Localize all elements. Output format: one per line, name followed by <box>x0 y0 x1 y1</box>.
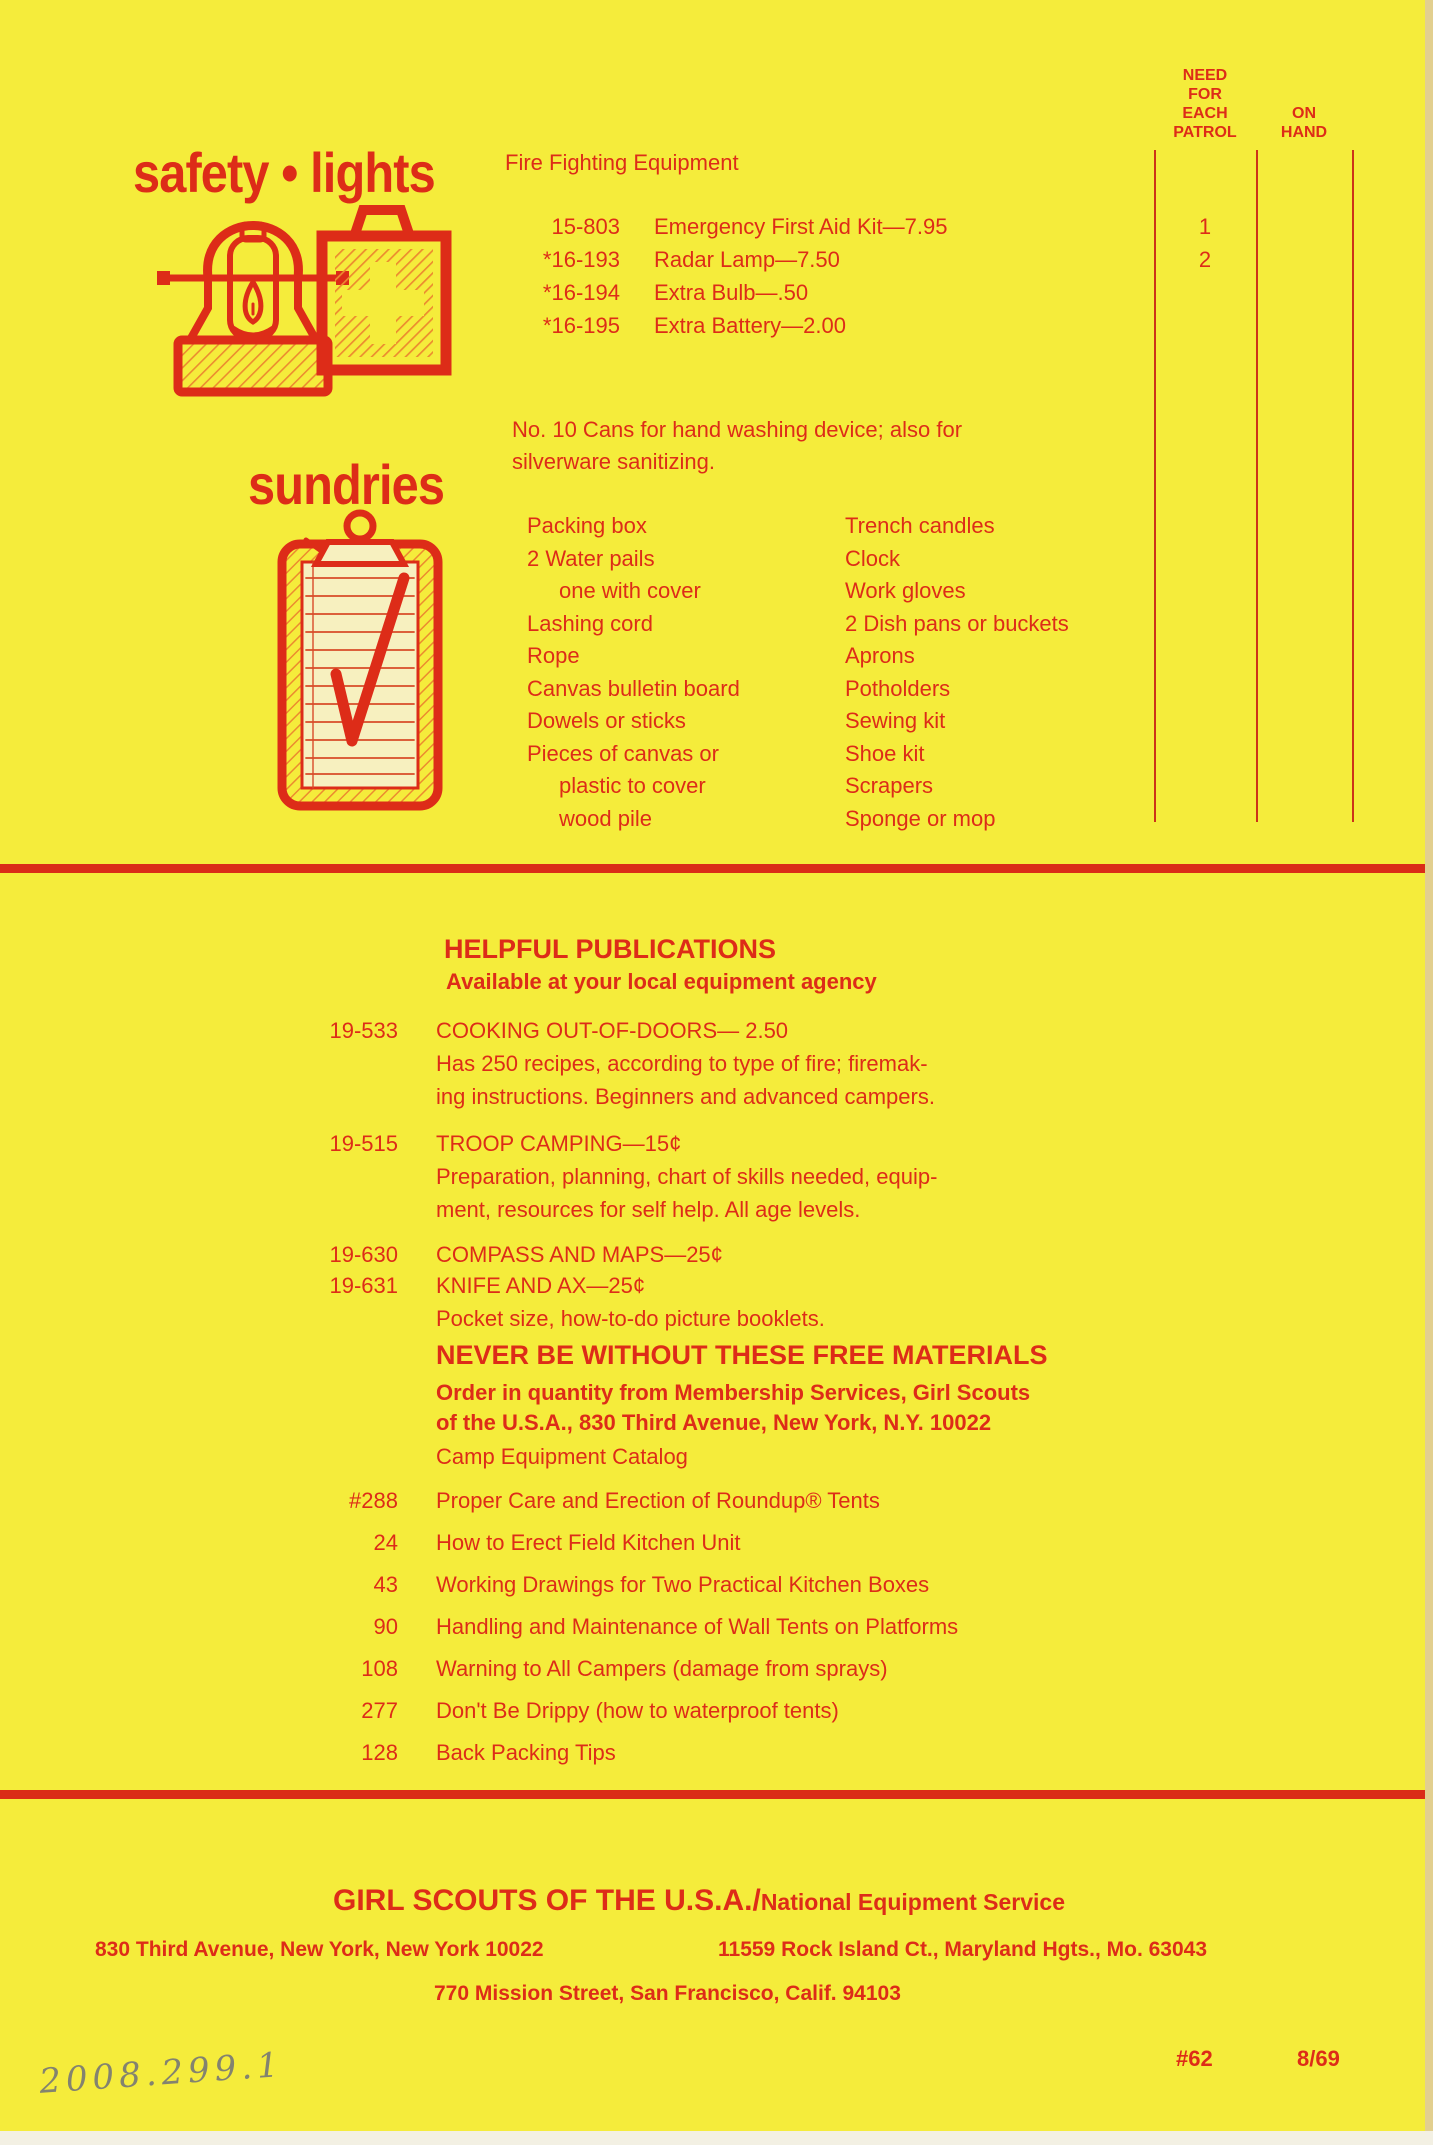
list-item: Pieces of canvas or <box>527 740 719 766</box>
free-material-label: Proper Care and Erection of Roundup® Tents <box>436 1488 880 1513</box>
publication-code: 19-533 <box>329 1018 398 1043</box>
free-material-label: Back Packing Tips <box>436 1740 616 1765</box>
division-name: National Equipment Service <box>760 1889 1066 1915</box>
need-for-each-patrol-header <box>1154 66 1256 142</box>
free-material-label: How to Erect Field Kitchen Unit <box>436 1530 741 1555</box>
free-materials-subtitle-line: of the U.S.A., 830 Third Avenue, New York, N.Y. 10022 <box>436 1410 992 1435</box>
publication-title: KNIFE AND AX—25¢ <box>436 1273 646 1298</box>
free-material-row <box>270 1568 929 1601</box>
card-bottom-edge <box>0 2131 1433 2145</box>
safety-lights-headline: safety • lights <box>133 141 435 204</box>
free-materials-title: NEVER BE WITHOUT THESE FREE MATERIALS <box>436 1340 1048 1370</box>
list-item: Work gloves <box>845 578 966 603</box>
item-name: Radar Lamp—7.50 <box>654 247 840 272</box>
catalog-item: Camp Equipment Catalog <box>436 1444 688 1469</box>
footer-org-line <box>333 1884 1065 1918</box>
item-name: Emergency First Aid Kit—7.95 <box>654 214 948 239</box>
sundries-left-column <box>527 510 740 835</box>
free-material-label: Warning to All Campers (damage from sprays) <box>436 1656 888 1681</box>
table-row <box>440 243 840 276</box>
list-item: Trench candles <box>845 513 995 538</box>
publication-desc-line: Preparation, planning, chart of skills needed, equip- <box>436 1164 938 1189</box>
item-name: Extra Battery—2.00 <box>654 313 846 338</box>
free-material-row <box>270 1652 888 1685</box>
on-hand-header <box>1256 104 1352 142</box>
list-item: 2 Water pails <box>527 545 655 571</box>
publication-row <box>270 1127 681 1160</box>
publication-title: COOKING OUT-OF-DOORS— 2.50 <box>436 1018 789 1043</box>
free-material-number: 108 <box>361 1656 398 1681</box>
publication-desc-line: ing instructions. Beginners and advanced campers. <box>436 1084 935 1109</box>
item-code: *16-193 <box>542 247 620 272</box>
clipboard-checklist-illustration <box>276 506 444 818</box>
list-item: 2 Dish pans or buckets <box>845 610 1069 636</box>
list-item: wood pile <box>559 805 652 831</box>
publication-desc-line: Pocket size, how-to-do picture booklets. <box>436 1306 825 1331</box>
free-material-number: 90 <box>373 1614 398 1639</box>
address-san-francisco: 770 Mission Street, San Francisco, Calif. 94103 <box>434 1982 901 2005</box>
publication-desc-line: ment, resources for self help. All age levels. <box>436 1197 861 1222</box>
free-material-row <box>270 1526 740 1559</box>
need-header-line: FOR <box>1188 86 1222 103</box>
card-right-edge <box>1425 0 1433 2145</box>
org-name: GIRL SCOUTS OF THE U.S.A./ <box>333 1884 761 1917</box>
free-material-label: Don't Be Drippy (how to waterproof tents) <box>436 1698 839 1723</box>
list-item: Shoe kit <box>845 740 925 766</box>
list-item: Potholders <box>845 675 951 701</box>
sundries-headline: sundries <box>248 453 445 516</box>
free-material-row <box>270 1694 839 1727</box>
item-name: Extra Bulb—.50 <box>654 280 809 305</box>
list-item: Sewing kit <box>845 708 946 733</box>
publication-title: COMPASS AND MAPS—25¢ <box>436 1242 723 1267</box>
list-item: Sponge or mop <box>845 805 996 831</box>
free-material-row <box>270 1610 958 1643</box>
publications-title: HELPFUL PUBLICATIONS <box>444 934 777 964</box>
publication-row <box>270 1269 645 1302</box>
publication-row <box>270 1238 723 1271</box>
sundries-intro <box>512 414 962 478</box>
fire-fighting-subheading: Fire Fighting Equipment <box>505 150 739 175</box>
publication-code: 19-630 <box>329 1242 398 1267</box>
publication-row <box>270 1014 788 1047</box>
list-item: Dowels or sticks <box>527 708 686 733</box>
address-maryland-heights: 11559 Rock Island Ct., Maryland Hgts., Mo. 63043 <box>718 1938 1208 1961</box>
list-item: Canvas bulletin board <box>527 675 740 701</box>
table-row <box>440 309 846 342</box>
free-materials-subtitle-line: Order in quantity from Membership Services, Girl Scouts <box>436 1380 1031 1405</box>
list-item: one with cover <box>559 578 701 603</box>
item-code: 15-803 <box>551 214 620 239</box>
free-material-row <box>270 1736 616 1769</box>
need-header-line: EACH <box>1182 105 1228 122</box>
free-material-row <box>270 1484 880 1517</box>
section-divider-rule <box>0 864 1433 873</box>
free-material-number: 277 <box>361 1698 398 1723</box>
need-value: 1 <box>1198 214 1212 239</box>
publication-code: 19-631 <box>329 1273 398 1298</box>
need-header-line: PATROL <box>1173 124 1237 141</box>
sundries-intro-line: No. 10 Cans for hand washing device; also for <box>512 417 963 442</box>
free-material-label: Handling and Maintenance of Wall Tents on Platforms <box>436 1614 959 1639</box>
column-rule <box>1352 150 1354 822</box>
sundries-intro-line: silverware sanitizing. <box>512 449 715 474</box>
free-material-number: 24 <box>373 1530 398 1555</box>
address-new-york: 830 Third Avenue, New York, New York 10022 <box>95 1938 544 1961</box>
on-hand-header-line: HAND <box>1280 124 1328 141</box>
section-divider-rule <box>0 1790 1433 1799</box>
list-item: plastic to cover <box>559 773 706 798</box>
publications-subtitle: Available at your local equipment agency <box>446 969 877 994</box>
table-row <box>440 210 947 243</box>
list-item: Clock <box>845 545 901 571</box>
item-code: *16-194 <box>542 280 620 305</box>
free-material-number: 128 <box>361 1740 398 1765</box>
item-code: *16-195 <box>542 313 620 338</box>
first-aid-kit-icon <box>322 210 446 370</box>
list-item: Rope <box>527 643 580 668</box>
publication-desc-line: Has 250 recipes, according to type of fire; firemak- <box>436 1051 928 1076</box>
free-material-number: 43 <box>373 1572 398 1597</box>
sundries-right-column <box>845 510 1069 835</box>
need-value: 2 <box>1198 247 1212 272</box>
list-item: Lashing cord <box>527 610 653 636</box>
free-material-label: Working Drawings for Two Practical Kitchen Boxes <box>436 1572 930 1597</box>
list-item: Scrapers <box>845 773 934 798</box>
list-item: Aprons <box>845 643 915 668</box>
handwritten-accession-number: 2008.299.1 <box>38 2044 285 2102</box>
need-header-line: NEED <box>1182 67 1228 84</box>
lantern-and-first-aid-kit-illustration <box>130 190 460 405</box>
on-hand-header-line: ON <box>1292 105 1316 122</box>
date-code: 8/69 <box>1297 2046 1340 2071</box>
free-material-number: #288 <box>349 1488 398 1513</box>
column-rule <box>1256 150 1258 822</box>
form-number: #62 <box>1176 2046 1213 2071</box>
list-item: Packing box <box>527 513 647 538</box>
free-materials-subtitle <box>436 1378 1030 1438</box>
publication-code: 19-515 <box>329 1131 398 1156</box>
publication-title: TROOP CAMPING—15¢ <box>436 1131 682 1156</box>
table-row <box>440 276 808 309</box>
